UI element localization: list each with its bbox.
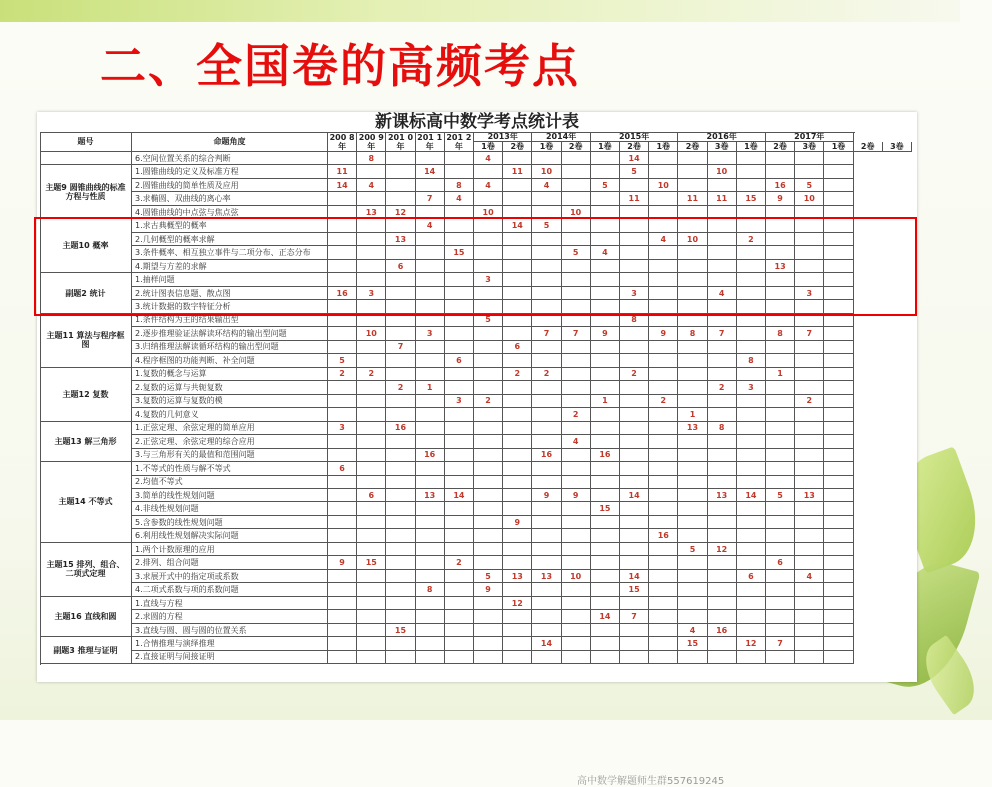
angle-cell: 2.圆锥曲线的简单性质及应用 <box>132 179 328 192</box>
value-cell: 10 <box>678 233 707 246</box>
topic-cell: 主题12 复数 <box>40 368 132 422</box>
value-cell: 8 <box>766 327 795 340</box>
value-cell: 16 <box>591 449 620 462</box>
value-cell: 5 <box>474 314 503 327</box>
value-cell: 2 <box>386 381 415 394</box>
angle-cell: 6.空间位置关系的综合判断 <box>132 152 328 165</box>
value-cell: 13 <box>678 422 707 435</box>
value-cell: 14 <box>591 610 620 623</box>
topic-cell: 主题15 排列、组合、二项式定理 <box>40 543 132 597</box>
value-cell: 4 <box>678 624 707 637</box>
value-cell: 3 <box>795 287 824 300</box>
value-cell: 7 <box>795 327 824 340</box>
header-volume: 1卷 <box>474 142 503 152</box>
value-cell: 4 <box>708 287 737 300</box>
value-cell: 2 <box>445 556 474 569</box>
value-cell: 13 <box>503 570 532 583</box>
angle-cell: 3.直线与圆、圆与圆的位置关系 <box>132 624 328 637</box>
topic-cell: 主题14 不等式 <box>40 462 132 543</box>
angle-cell: 4.程序框图的功能判断、补全问题 <box>132 354 328 367</box>
value-cell: 5 <box>591 179 620 192</box>
header-volume: 2卷 <box>854 142 883 152</box>
header-volume: 3卷 <box>795 142 824 152</box>
value-cell: 9 <box>532 489 561 502</box>
angle-cell: 4.非线性规划问题 <box>132 502 328 515</box>
value-cell: 16 <box>532 449 561 462</box>
angle-cell: 1.条件结构为主的结果输出型 <box>132 314 328 327</box>
value-cell: 13 <box>357 206 386 219</box>
value-cell: 2 <box>357 368 386 381</box>
value-cell: 15 <box>445 246 474 259</box>
value-cell: 5 <box>328 354 357 367</box>
topic-cell: 主题16 直线和圆 <box>40 597 132 637</box>
topic-cell: 副题3 推理与证明 <box>40 637 132 664</box>
value-cell: 11 <box>328 165 357 178</box>
value-cell: 2 <box>562 408 591 421</box>
angle-cell: 6.利用线性规划解决实际问题 <box>132 529 328 542</box>
watermark-text: 高中数学解题师生群557619245 <box>577 776 725 787</box>
statistics-table-image <box>37 112 917 787</box>
value-cell: 14 <box>620 489 649 502</box>
value-cell: 6 <box>386 260 415 273</box>
value-cell: 14 <box>620 570 649 583</box>
angle-cell: 1.合情推理与演绎推理 <box>132 637 328 650</box>
value-cell: 7 <box>708 327 737 340</box>
angle-cell: 3.条件概率、相互独立事件与二项分布、正态分布 <box>132 246 328 259</box>
value-cell: 10 <box>562 570 591 583</box>
header-year: 2014年 <box>532 132 590 142</box>
value-cell: 13 <box>416 489 445 502</box>
value-cell: 10 <box>708 165 737 178</box>
value-cell: 8 <box>416 583 445 596</box>
header-year: 2015年 <box>591 132 679 142</box>
value-cell: 4 <box>357 179 386 192</box>
value-cell: 13 <box>386 233 415 246</box>
value-cell: 3 <box>416 327 445 340</box>
value-cell: 14 <box>503 219 532 232</box>
header-year: 201 2年 <box>445 132 474 152</box>
value-cell: 12 <box>708 543 737 556</box>
angle-cell: 2.排列、组合问题 <box>132 556 328 569</box>
table-title: 新课标高中数学考点统计表 <box>375 112 579 132</box>
header-volume: 2卷 <box>620 142 649 152</box>
value-cell: 2 <box>649 395 678 408</box>
angle-cell: 2.逐步推理验证法解读环结构的输出型问题 <box>132 327 328 340</box>
value-cell: 15 <box>591 502 620 515</box>
value-cell: 1 <box>678 408 707 421</box>
value-cell: 2 <box>795 395 824 408</box>
value-cell: 6 <box>357 489 386 502</box>
topic-cell: 主题11 算法与程序框图 <box>40 314 132 368</box>
value-cell: 9 <box>562 489 591 502</box>
angle-cell: 2.正弦定理、余弦定理的综合应用 <box>132 435 328 448</box>
header-year: 201 0年 <box>386 132 415 152</box>
value-cell: 8 <box>737 354 766 367</box>
value-cell: 6 <box>445 354 474 367</box>
header-volume: 2卷 <box>678 142 707 152</box>
value-cell: 14 <box>737 489 766 502</box>
value-cell: 9 <box>766 192 795 205</box>
value-cell: 3 <box>445 395 474 408</box>
angle-cell: 1.两个计数原理的应用 <box>132 543 328 556</box>
value-cell: 9 <box>649 327 678 340</box>
top-decor-bar <box>0 0 960 22</box>
topic-cell: 主题10 概率 <box>40 219 132 273</box>
value-cell: 7 <box>562 327 591 340</box>
value-cell: 10 <box>474 206 503 219</box>
angle-cell: 3.求椭圆、双曲线的离心率 <box>132 192 328 205</box>
value-cell: 9 <box>474 583 503 596</box>
header-volume: 1卷 <box>824 142 853 152</box>
header-volume: 1卷 <box>649 142 678 152</box>
value-cell: 7 <box>386 341 415 354</box>
value-cell: 9 <box>328 556 357 569</box>
angle-cell: 1.求古典概型的概率 <box>132 219 328 232</box>
value-cell: 4 <box>474 179 503 192</box>
value-cell: 1 <box>766 368 795 381</box>
value-cell: 12 <box>503 597 532 610</box>
value-cell: 14 <box>445 489 474 502</box>
value-cell: 8 <box>445 179 474 192</box>
topic-cell: 副题2 统计 <box>40 273 132 313</box>
value-cell: 16 <box>649 529 678 542</box>
value-cell: 5 <box>678 543 707 556</box>
header-volume: 2卷 <box>562 142 591 152</box>
angle-cell: 2.求圆的方程 <box>132 610 328 623</box>
value-cell: 6 <box>503 341 532 354</box>
value-cell: 13 <box>766 260 795 273</box>
value-cell: 15 <box>357 556 386 569</box>
value-cell: 11 <box>678 192 707 205</box>
value-cell: 2 <box>532 368 561 381</box>
value-cell: 10 <box>562 206 591 219</box>
value-cell: 11 <box>620 192 649 205</box>
value-cell: 11 <box>708 192 737 205</box>
value-cell: 4 <box>591 246 620 259</box>
header-year: 200 9年 <box>357 132 386 152</box>
value-cell: 2 <box>503 368 532 381</box>
slide-title: 二、全国卷的高频考点 <box>100 39 580 93</box>
value-cell: 16 <box>416 449 445 462</box>
header-angle: 命题角度 <box>132 132 328 152</box>
value-cell: 7 <box>532 327 561 340</box>
statistics-table <box>40 132 914 680</box>
header-volume: 3卷 <box>883 142 912 152</box>
value-cell: 5 <box>474 570 503 583</box>
value-cell: 2 <box>328 368 357 381</box>
value-cell: 2 <box>620 368 649 381</box>
angle-cell: 2.均值不等式 <box>132 476 328 489</box>
header-volume: 2卷 <box>766 142 795 152</box>
value-cell: 16 <box>766 179 795 192</box>
value-cell: 2 <box>474 395 503 408</box>
angle-cell: 3.求展开式中的指定项或系数 <box>132 570 328 583</box>
value-cell: 4 <box>562 435 591 448</box>
topic-cell: 主题13 解三角形 <box>40 422 132 462</box>
header-year: 201 1年 <box>416 132 445 152</box>
value-cell: 3 <box>620 287 649 300</box>
value-cell: 14 <box>328 179 357 192</box>
angle-cell: 1.不等式的性质与解不等式 <box>132 462 328 475</box>
value-cell: 7 <box>766 637 795 650</box>
value-cell: 13 <box>795 489 824 502</box>
angle-cell: 1.复数的概念与运算 <box>132 368 328 381</box>
value-cell: 15 <box>386 624 415 637</box>
value-cell: 10 <box>532 165 561 178</box>
angle-cell: 4.二项式系数与项的系数问题 <box>132 583 328 596</box>
header-year: 2013年 <box>474 132 532 142</box>
header-year: 200 8年 <box>328 132 357 152</box>
value-cell: 1 <box>416 381 445 394</box>
angle-cell: 4.圆锥曲线的中点弦与焦点弦 <box>132 206 328 219</box>
angle-cell: 4.期望与方差的求解 <box>132 260 328 273</box>
header-volume: 1卷 <box>737 142 766 152</box>
angle-cell: 5.含参数的线性规划问题 <box>132 516 328 529</box>
value-cell: 5 <box>766 489 795 502</box>
angle-cell: 1.圆锥曲线的定义及标准方程 <box>132 165 328 178</box>
value-cell: 14 <box>620 152 649 165</box>
value-cell: 3 <box>737 381 766 394</box>
angle-cell: 2.复数的运算与共轭复数 <box>132 381 328 394</box>
value-cell: 8 <box>357 152 386 165</box>
value-cell: 6 <box>766 556 795 569</box>
highlight-box <box>34 217 917 316</box>
angle-cell: 4.复数的几何意义 <box>132 408 328 421</box>
value-cell: 4 <box>416 219 445 232</box>
header-volume: 2卷 <box>503 142 532 152</box>
value-cell: 7 <box>416 192 445 205</box>
value-cell: 3 <box>328 422 357 435</box>
angle-cell: 1.正弦定理、余弦定理的简单应用 <box>132 422 328 435</box>
value-cell: 12 <box>386 206 415 219</box>
angle-cell: 3.归纳推理法解读循环结构的输出型问题 <box>132 341 328 354</box>
value-cell: 5 <box>795 179 824 192</box>
value-cell: 10 <box>357 327 386 340</box>
angle-cell: 1.抽样问题 <box>132 273 328 286</box>
header-year: 2016年 <box>678 132 766 142</box>
angle-cell: 1.直线与方程 <box>132 597 328 610</box>
value-cell: 14 <box>532 637 561 650</box>
value-cell: 8 <box>708 422 737 435</box>
value-cell: 8 <box>620 314 649 327</box>
value-cell: 4 <box>474 152 503 165</box>
value-cell: 2 <box>737 233 766 246</box>
value-cell: 3 <box>474 273 503 286</box>
value-cell: 3 <box>357 287 386 300</box>
value-cell: 7 <box>620 610 649 623</box>
value-cell: 4 <box>795 570 824 583</box>
value-cell: 1 <box>591 395 620 408</box>
value-cell: 6 <box>328 462 357 475</box>
value-cell: 13 <box>708 489 737 502</box>
angle-cell: 3.统计数据的数字特征分析 <box>132 300 328 313</box>
value-cell: 16 <box>328 287 357 300</box>
value-cell: 14 <box>416 165 445 178</box>
header-topic: 题号 <box>40 132 132 152</box>
header-volume: 1卷 <box>591 142 620 152</box>
header-volume: 3卷 <box>708 142 737 152</box>
value-cell: 4 <box>649 233 678 246</box>
angle-cell: 2.直接证明与间接证明 <box>132 651 328 664</box>
value-cell: 4 <box>445 192 474 205</box>
value-cell: 4 <box>532 179 561 192</box>
value-cell: 6 <box>737 570 766 583</box>
value-cell: 10 <box>649 179 678 192</box>
value-cell: 10 <box>795 192 824 205</box>
value-cell: 16 <box>386 422 415 435</box>
value-cell: 9 <box>503 516 532 529</box>
angle-cell: 3.与三角形有关的最值和范围问题 <box>132 449 328 462</box>
value-cell: 15 <box>620 583 649 596</box>
topic-cell: 主题9 圆锥曲线的标准方程与性质 <box>40 165 132 219</box>
value-cell: 15 <box>678 637 707 650</box>
header-year: 2017年 <box>766 132 854 142</box>
angle-cell: 2.几何概型的概率求解 <box>132 233 328 246</box>
value-cell: 9 <box>591 327 620 340</box>
value-cell: 12 <box>737 637 766 650</box>
value-cell: 5 <box>620 165 649 178</box>
value-cell: 11 <box>503 165 532 178</box>
value-cell: 16 <box>708 624 737 637</box>
value-cell: 5 <box>532 219 561 232</box>
angle-cell: 2.统计图表信息题、散点图 <box>132 287 328 300</box>
value-cell: 2 <box>708 381 737 394</box>
value-cell: 15 <box>737 192 766 205</box>
value-cell: 13 <box>532 570 561 583</box>
angle-cell: 3.简单的线性规划问题 <box>132 489 328 502</box>
header-volume: 1卷 <box>532 142 561 152</box>
table-frame <box>40 132 855 665</box>
value-cell: 5 <box>562 246 591 259</box>
angle-cell: 3.复数的运算与复数的模 <box>132 395 328 408</box>
value-cell: 8 <box>678 327 707 340</box>
